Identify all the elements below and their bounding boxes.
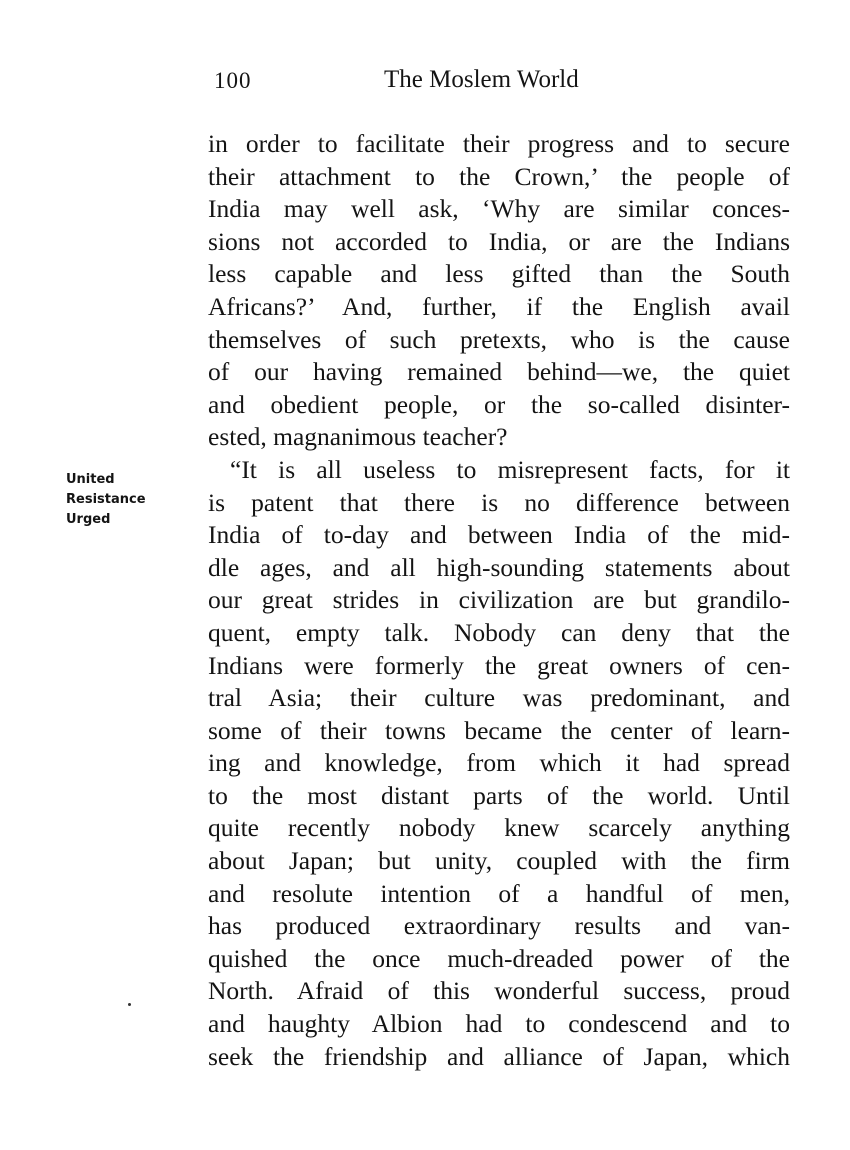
running-title: The Moslem World: [384, 66, 579, 93]
text-line: tral Asia; their culture was predominant, and: [208, 683, 790, 713]
body-text: [208, 128, 790, 1073]
text-line: dle ages, and all high-sounding statements about: [208, 552, 790, 582]
margin-note-line: United: [66, 472, 115, 487]
text-line: their attachment to the Crown,’ the people of: [208, 161, 790, 191]
text-line: sions not accorded to India, or are the Indians: [208, 226, 790, 256]
text-line: of our having remained behind—we, the quiet: [208, 357, 790, 387]
text-line: India may well ask, ‘Why are similar conces-: [208, 194, 790, 224]
text-line: in order to facilitate their progress and to secure: [208, 129, 790, 158]
text-line: ested, magnanimous teacher?: [208, 422, 508, 452]
text-line: about Japan; but unity, coupled with the firm: [208, 846, 790, 876]
text-line: “It is all useless to misrepresent facts, for it: [230, 454, 790, 484]
text-line: and resolute intention of a handful of men,: [208, 878, 790, 908]
text-line: quite recently nobody knew scarcely anything: [208, 813, 790, 843]
text-line: and obedient people, or the so-called disinter-: [208, 389, 790, 419]
margin-note-line: Urged: [66, 512, 111, 527]
text-line: has produced extraordinary results and van-: [208, 911, 790, 941]
text-line: North. Afraid of this wonderful success, proud: [208, 976, 790, 1006]
text-line: and haughty Albion had to condescend and to: [208, 1009, 790, 1039]
margin-note-line: Resistance: [66, 492, 146, 507]
text-line: to the most distant parts of the world. Until: [208, 780, 790, 810]
text-line: India of to-day and between India of the mid-: [208, 520, 790, 550]
text-line: quent, empty talk. Nobody can deny that the: [208, 617, 790, 647]
text-line: ing and knowledge, from which it had spread: [208, 748, 790, 778]
text-line: our great strides in civilization are but grandilo-: [208, 585, 790, 615]
text-line: seek the friendship and alliance of Japan, which: [208, 1041, 790, 1071]
text-line: quished the once much-dreaded power of the: [208, 943, 790, 973]
page-number: 100: [214, 68, 252, 93]
text-line: Africans?’ And, further, if the English avail: [208, 291, 790, 321]
margin-note: [66, 470, 196, 530]
text-line: some of their towns became the center of learn-: [208, 715, 790, 745]
text-line: themselves of such pretexts, who is the cause: [208, 324, 790, 354]
text-line: Indians were formerly the great owners of cen-: [208, 650, 790, 680]
text-line: less capable and less gifted than the South: [208, 259, 790, 289]
stray-ink-dot: [128, 1003, 131, 1006]
text-line: is patent that there is no difference between: [208, 487, 790, 517]
